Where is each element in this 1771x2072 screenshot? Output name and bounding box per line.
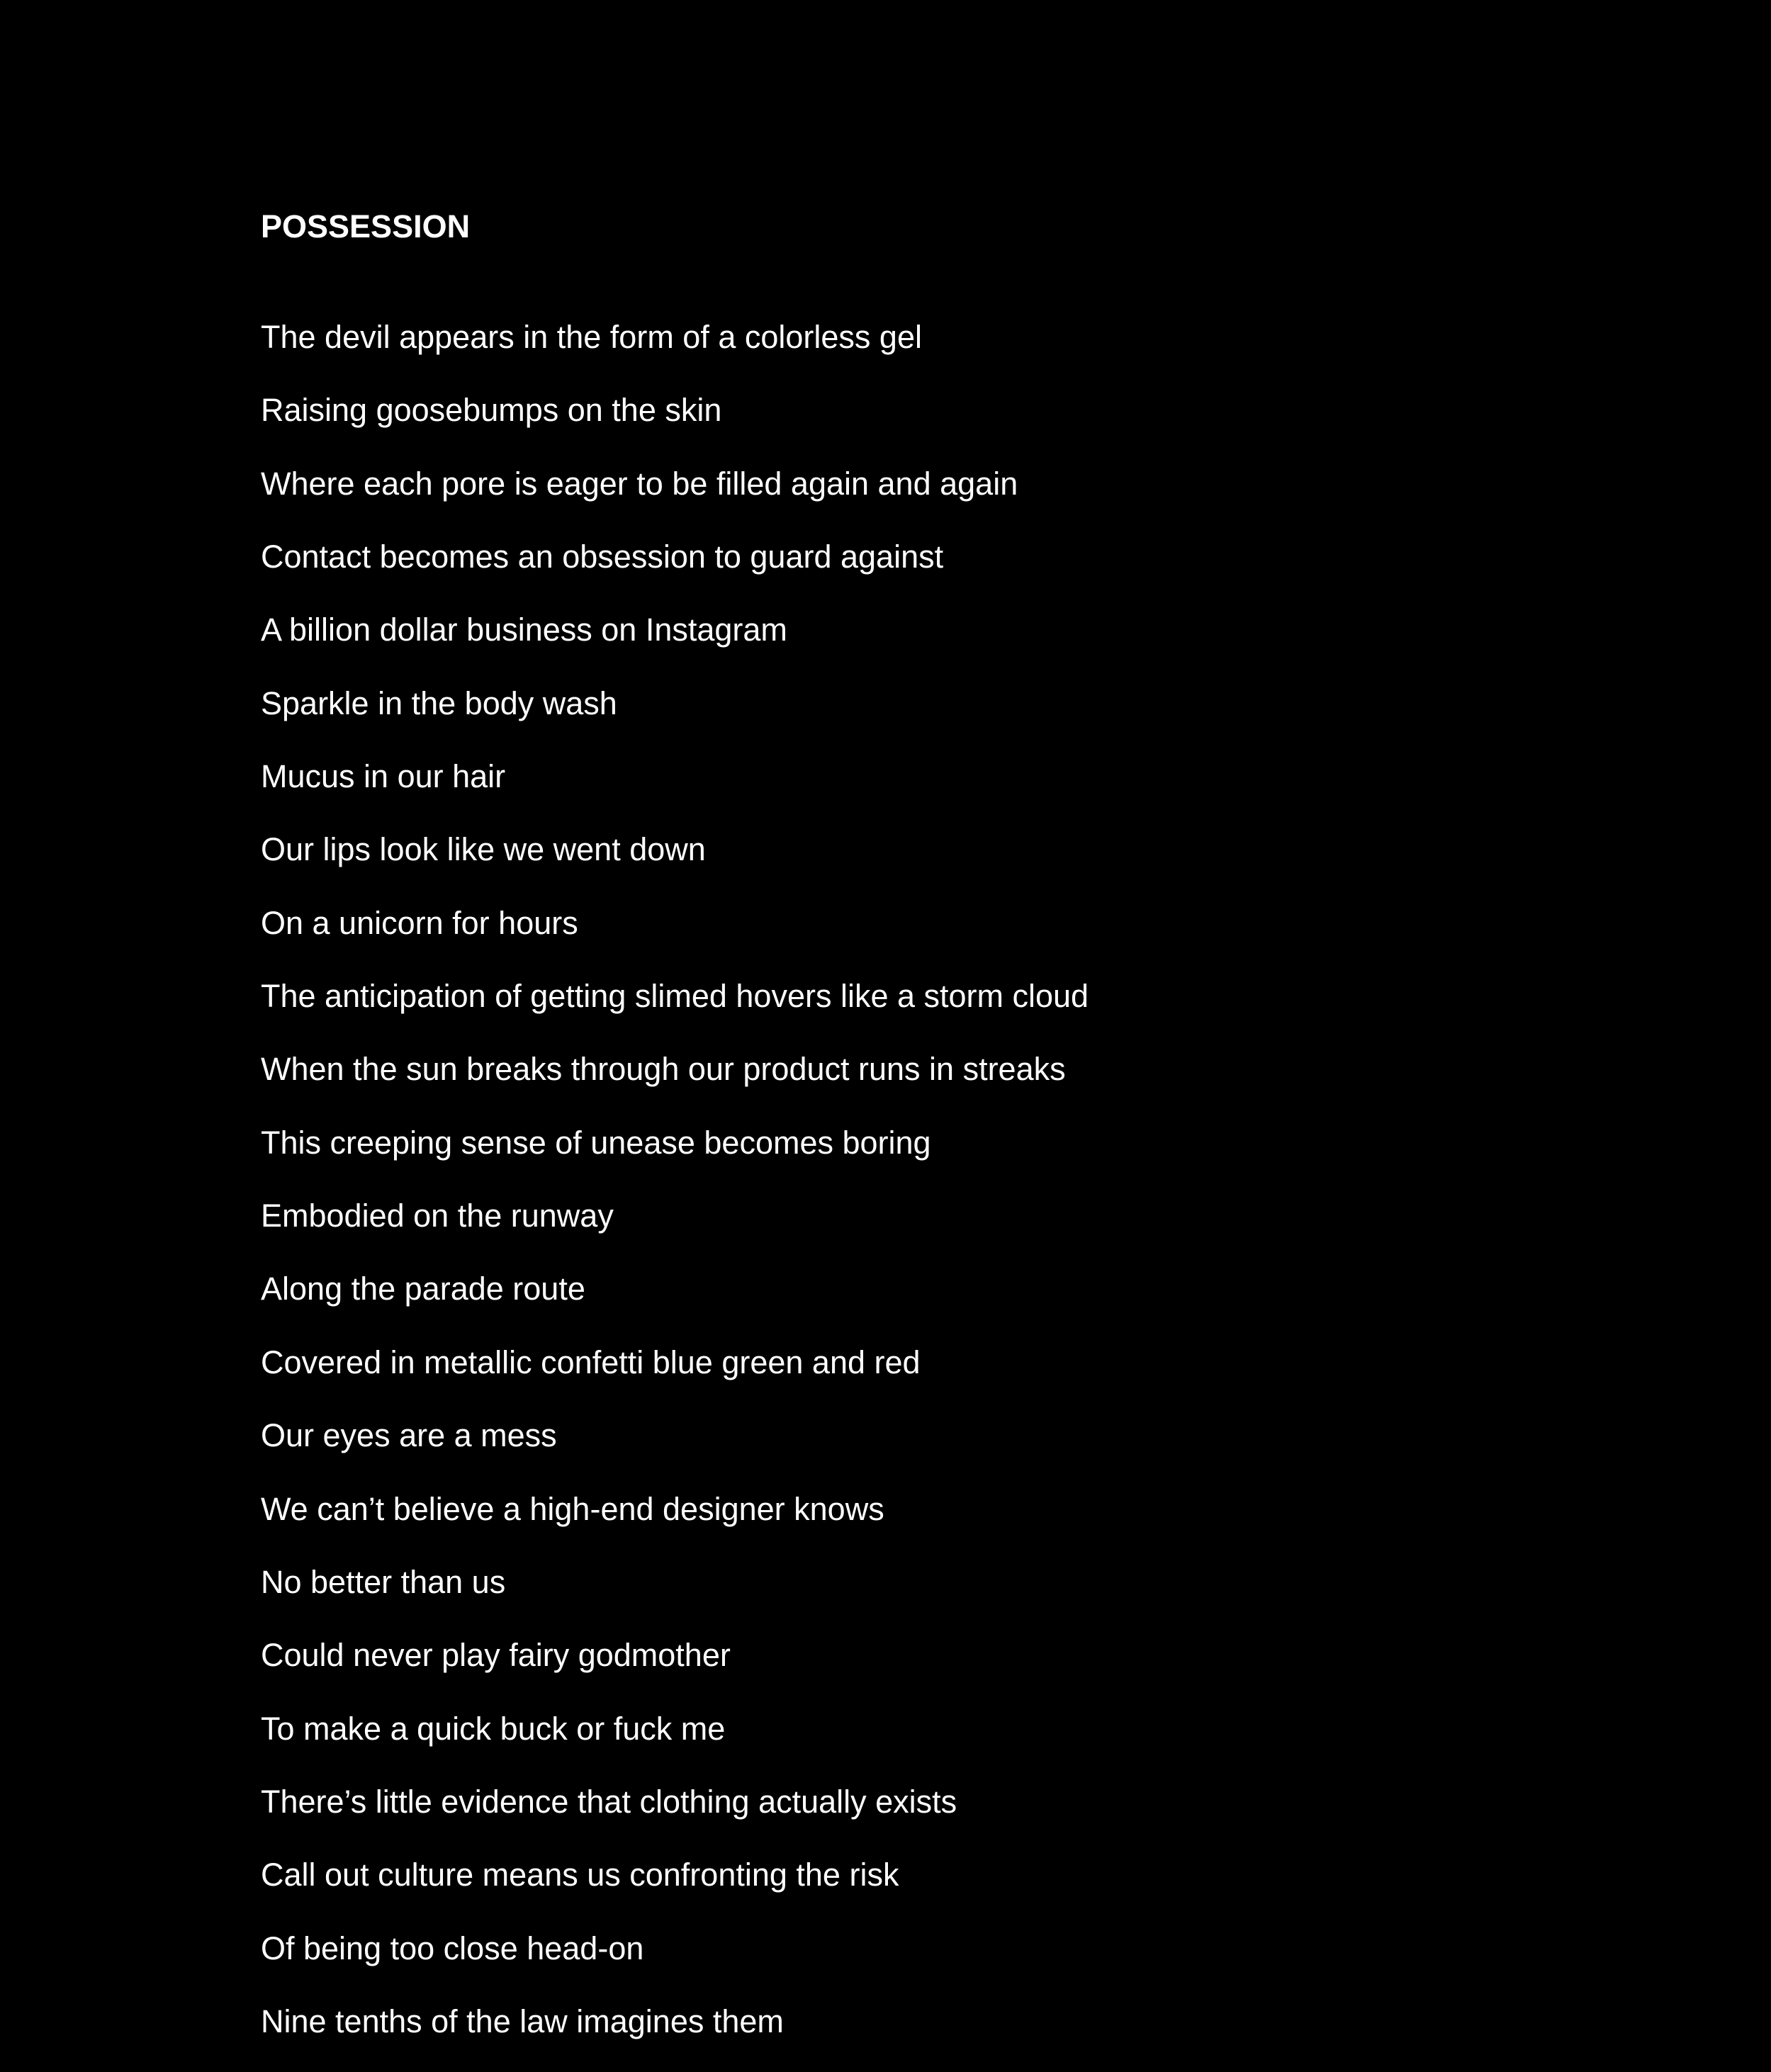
poem-title: POSSESSION <box>261 208 471 244</box>
poem-line: Embodied on the runway <box>261 1198 614 1234</box>
poem-line: Where each pore is eager to be filled again and again <box>261 465 1018 502</box>
poem-line: There’s little evidence that clothing actually exists <box>261 1783 957 1820</box>
poem-line: To make a quick buck or fuck me <box>261 1710 726 1747</box>
poem-line: We can’t believe a high-end designer knows <box>261 1490 884 1527</box>
poem-line: This creeping sense of unease becomes boring <box>261 1124 931 1161</box>
poem-line: Of being too close head-on <box>261 1930 644 1966</box>
poem-line: The anticipation of getting slimed hovers like a storm cloud <box>261 978 1089 1015</box>
poem-line: Contact becomes an obsession to guard against <box>261 539 944 575</box>
poem-line: Our eyes are a mess <box>261 1417 557 1454</box>
poem-line: When the sun breaks through our product runs in streaks <box>261 1051 1066 1088</box>
poem-line: The devil appears in the form of a colorless gel <box>261 319 922 355</box>
poem-line: Mucus in our hair <box>261 758 506 795</box>
poem-line: Covered in metallic confetti blue green and red <box>261 1344 921 1380</box>
poem-line: On a unicorn for hours <box>261 904 578 941</box>
poem-line: No better than us <box>261 1563 506 1600</box>
poem-line: Along the parade route <box>261 1271 585 1307</box>
poem-line: Our lips look like we went down <box>261 831 706 868</box>
poem-line: Raising goosebumps on the skin <box>261 392 722 429</box>
poem-line: Sparkle in the body wash <box>261 685 617 721</box>
poem-line: Nine tenths of the law imagines them <box>261 2003 784 2039</box>
poem-line: Call out culture means us confronting the risk <box>261 1857 899 1893</box>
poem-line: Could never play fairy godmother <box>261 1637 731 1674</box>
poem-body <box>261 315 1089 2072</box>
poem-line: A billion dollar business on Instagram <box>261 612 787 648</box>
